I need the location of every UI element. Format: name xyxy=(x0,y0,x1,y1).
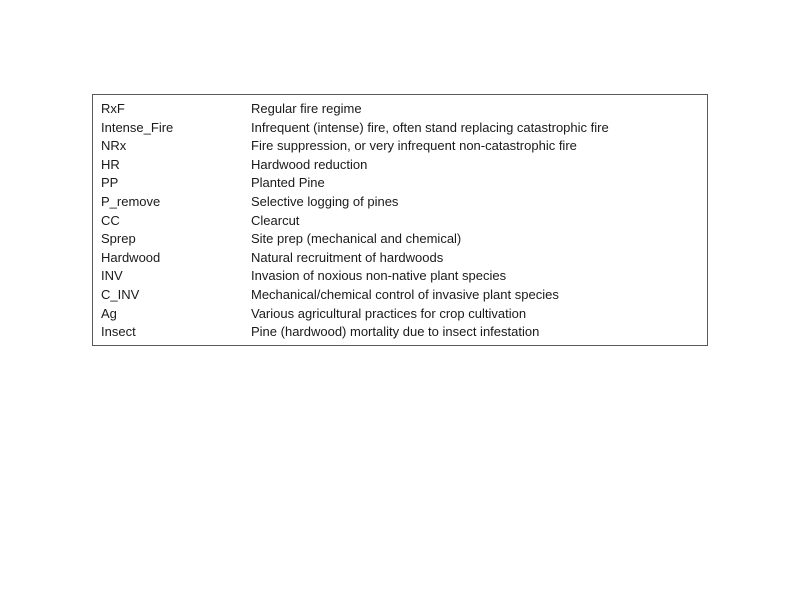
legend-code: PP xyxy=(101,175,119,191)
legend-code: Sprep xyxy=(101,231,136,247)
legend-code: INV xyxy=(101,268,123,284)
legend-description: Planted Pine xyxy=(251,175,325,191)
legend-row-c-inv xyxy=(93,286,707,305)
legend-row-nrx xyxy=(93,137,707,156)
legend-code: Ag xyxy=(101,305,117,321)
legend-code: Intense_Fire xyxy=(101,119,174,135)
legend-description: Various agricultural practices for crop cultivation xyxy=(251,305,527,321)
legend-row-intense-fire xyxy=(93,119,707,138)
legend-description: Mechanical/chemical control of invasive plant species xyxy=(251,286,559,302)
legend-row-rxf xyxy=(93,100,707,119)
legend-row-hardwood xyxy=(93,249,707,268)
legend-description: Hardwood reduction xyxy=(251,156,368,172)
legend-description: Infrequent (intense) fire, often stand replacing catastrophic fire xyxy=(251,119,609,135)
legend-row-ag xyxy=(93,305,707,324)
legend-row-pp xyxy=(93,174,707,193)
legend-description: Pine (hardwood) mortality due to insect infestation xyxy=(251,324,540,340)
legend-row-sprep xyxy=(93,230,707,249)
legend-description: Fire suppression, or very infrequent non-catastrophic fire xyxy=(251,138,577,154)
legend-description: Regular fire regime xyxy=(251,101,362,116)
legend-description: Invasion of noxious non-native plant species xyxy=(251,268,507,284)
legend-row-insect xyxy=(93,323,707,342)
legend-code: Hardwood xyxy=(101,249,161,265)
legend-row-hr xyxy=(93,156,707,175)
legend-row-inv xyxy=(93,267,707,286)
legend-code: P_remove xyxy=(101,193,161,209)
legend-description: Site prep (mechanical and chemical) xyxy=(251,231,462,247)
legend-description: Clearcut xyxy=(251,212,300,228)
legend-code: NRx xyxy=(101,138,127,154)
legend-row-p-remove xyxy=(93,193,707,212)
legend-description: Selective logging of pines xyxy=(251,193,399,209)
legend-code: CC xyxy=(101,212,120,228)
legend-code: RxF xyxy=(101,101,125,116)
legend-code: C_INV xyxy=(101,286,140,302)
legend-description: Natural recruitment of hardwoods xyxy=(251,249,444,265)
legend-row-cc xyxy=(93,212,707,231)
legend-code: HR xyxy=(101,156,120,172)
legend-code: Insect xyxy=(101,324,136,340)
legend-table xyxy=(92,94,708,346)
